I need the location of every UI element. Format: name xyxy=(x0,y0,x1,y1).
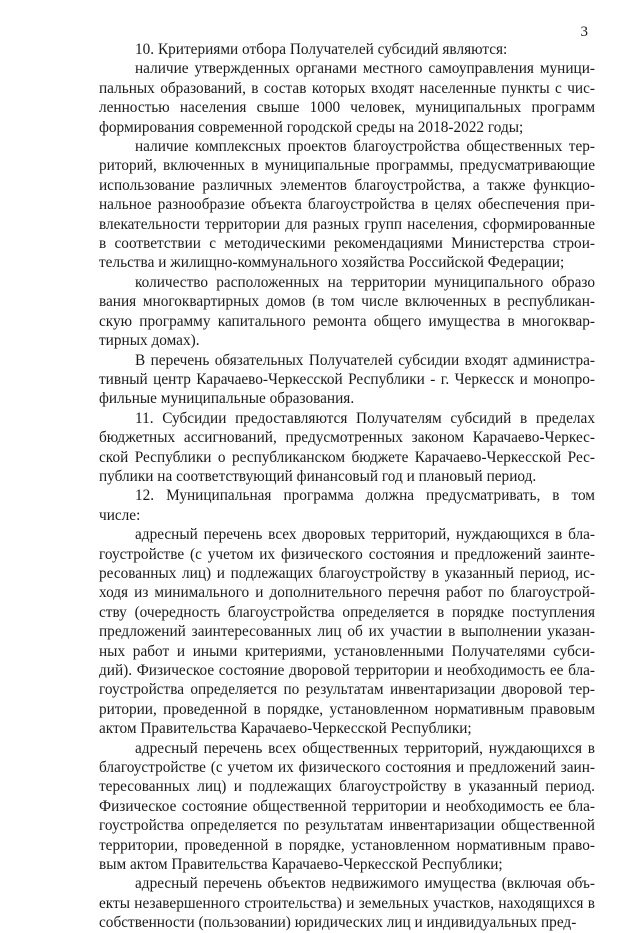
text-line: ской Республики о республиканском бюджете Карачаево-Черкесской Рес- xyxy=(99,448,595,466)
text-line: ленностью населения свыше 1000 человек, муниципальных программ xyxy=(99,99,595,117)
text-line: благоустройстве (с учетом их физического состояния и предложений заин- xyxy=(99,759,595,777)
text-line: дий). Физическое состояние дворовой территории и необходимость ее бла- xyxy=(99,662,595,679)
text-line: нальное разнообразие объекта благоустройства в целях обеспечения при- xyxy=(99,196,595,214)
text-line: тивный центр Карачаево-Черкесской Республики - г. Черкесск и монопро- xyxy=(99,370,595,388)
text-line: влекательности территории для разных групп населения, сформированные xyxy=(99,215,595,233)
paragraph xyxy=(99,137,595,273)
text-line: формирования современной городской среды на 2018-2022 годы; xyxy=(99,118,524,136)
text-line: гоустройстве (с учетом их физического состояния и предложений заинте- xyxy=(99,545,595,563)
text-line: 10. Критериями отбора Получателей субсидий являются: xyxy=(135,41,508,58)
text-line: адресный перечень объектов недвижимого имущества (включая объ- xyxy=(135,875,595,893)
paragraph xyxy=(99,409,595,487)
paragraph xyxy=(99,40,595,59)
paragraph xyxy=(99,486,595,525)
paragraph xyxy=(99,739,595,875)
paragraph xyxy=(99,525,595,738)
text-line: ходя из минимального и дополнительного перечня работ по благоустрой- xyxy=(99,584,595,602)
text-line: ству (очередность благоустройства определяется в порядке поступления xyxy=(99,603,595,621)
text-line: 12. Муниципальная программа должна предусматривать, в том xyxy=(135,487,595,505)
paragraph xyxy=(99,351,595,409)
text-line: риторий, включенных в муниципальные программы, предусматривающие xyxy=(99,157,595,175)
text-line: вания многоквартирных домов (в том числе включенных в республикан- xyxy=(99,293,595,311)
text-line: в соответствии с методическими рекомендациями Министерства строи- xyxy=(99,235,595,253)
text-line: вым актом Правительства Карачаево-Черкесской Республики; xyxy=(99,856,503,874)
text-line: тельства и жилищно-коммунального хозяйства Российской Федерации; xyxy=(99,254,565,272)
text-line: гоустройства определяется по результатам инвентаризации дворовой тер- xyxy=(99,681,595,699)
text-line: публики на соответствующий финансовый год и плановый период. xyxy=(99,467,537,485)
text-line: пальных образований, в состав которых входят населенные пункты с чис- xyxy=(99,79,595,97)
text-line: ресованных лиц) и подлежащих благоустройству в указанный период, ис- xyxy=(99,564,595,582)
text-line: адресный перечень всех общественных территорий, нуждающихся в xyxy=(135,739,595,757)
text-line: наличие комплексных проектов благоустройства общественных тер- xyxy=(135,138,595,156)
text-line: адресный перечень всех дворовых территорий, нуждающихся в бла- xyxy=(135,526,595,544)
text-line: Физическое состояние общественной территории и необходимость ее бла- xyxy=(99,797,595,815)
text-line: бюджетных ассигнований, предусмотренных законом Карачаево-Черкес- xyxy=(99,429,595,447)
text-line: ных работ и иными критериями, установленными Получателями субси- xyxy=(99,642,595,660)
text-line: гоустройства определяется по результатам инвентаризации общественной xyxy=(99,817,595,835)
text-line: числе: xyxy=(99,506,141,524)
text-line: В перечень обязательных Получателей субсидии входят администра- xyxy=(135,351,595,369)
text-line: скую программу капитального ремонта общего имущества в многоквар- xyxy=(99,312,595,330)
paragraph xyxy=(99,874,595,932)
paragraph xyxy=(99,59,595,137)
text-line: предложений заинтересованных лиц об их участии в выполнении указан- xyxy=(99,623,595,641)
text-line: ритории, проведенной в порядке, установленном нормативным правовым xyxy=(99,700,595,718)
document-body xyxy=(99,40,595,933)
page-number: 3 xyxy=(580,24,588,40)
text-line: территории, проведенной в порядке, установленном нормативным право- xyxy=(99,836,595,854)
text-line: тересованных лиц) и подлежащих благоустройству в указанный период. xyxy=(99,778,595,796)
text-line: тирных домах). xyxy=(99,332,200,350)
text-line: использование различных элементов благоустройства, а также функцио- xyxy=(99,176,595,194)
text-line: екты незавершенного строительства) и земельных участков, находящихся в xyxy=(99,894,595,912)
text-line: актом Правительства Карачаево-Черкесской Республики; xyxy=(99,720,472,738)
text-line: собственности (пользовании) юридических лиц и индивидуальных пред- xyxy=(99,914,577,932)
paragraph xyxy=(99,273,595,351)
text-line: фильные муниципальные образования. xyxy=(99,390,355,408)
text-line: 11. Субсидии предоставляются Получателям субсидий в пределах xyxy=(135,409,595,427)
text-line: наличие утвержденных органами местного самоуправления муници- xyxy=(135,60,595,78)
text-line: количество расположенных на территории муниципального образо xyxy=(135,273,595,291)
